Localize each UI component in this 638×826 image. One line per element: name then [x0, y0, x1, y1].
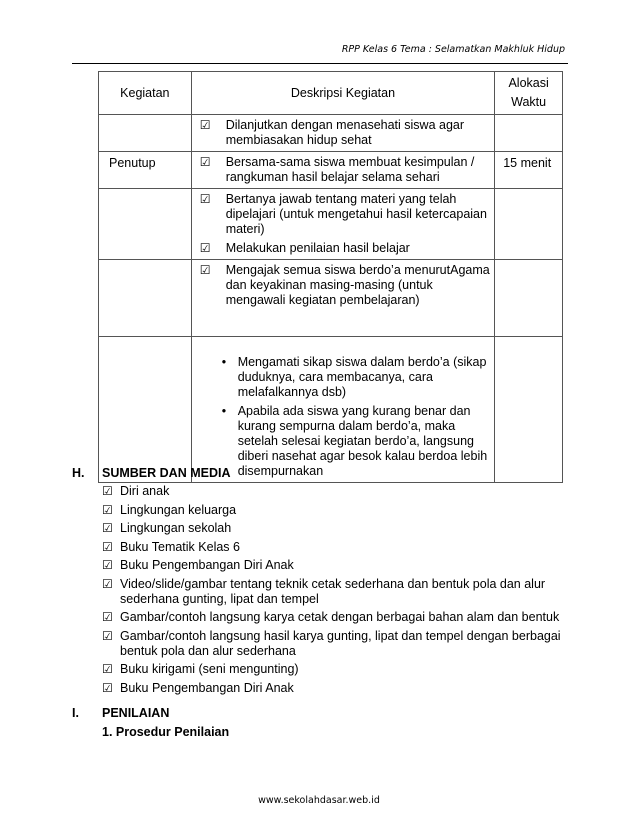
bullet-icon: • [221, 404, 227, 418]
section-i-heading [72, 706, 169, 720]
media-item [102, 558, 572, 573]
activity-item [192, 155, 491, 185]
activity-text: Bersama-sama siswa membuat kesimpulan / rangkuman hasil belajar selama sehari [225, 155, 475, 184]
table-row [99, 189, 563, 260]
media-item-text: Buku Pengembangan Diri Anak [120, 680, 294, 695]
checkbox-checked-icon: ☑ [102, 662, 113, 676]
alokasi-cell [495, 152, 563, 189]
deskripsi-cell [191, 152, 495, 189]
media-item [102, 577, 572, 607]
media-item-text: Video/slide/gambar tentang teknik cetak sederhana dan bentuk pola dan alur sederhana gunting, lipat dan tempel [120, 576, 546, 606]
table-row [99, 152, 563, 189]
section-h-title: SUMBER DAN MEDIA [102, 466, 231, 480]
kegiatan-label [99, 115, 191, 119]
alokasi-cell [495, 260, 563, 337]
activity-text: Mengajak semua siswa berdo’a menurutAgama dan keyakinan masing-masing (untuk mengawali kegiatan pembelajaran) [225, 263, 490, 307]
checkbox-checked-icon: ☑ [102, 502, 113, 517]
media-item [102, 521, 572, 536]
running-header: RPP Kelas 6 Tema : Selamatkan Makhluk Hidup [341, 44, 565, 55]
activity-item [192, 263, 491, 308]
media-item-text: Buku kirigami (seni mengunting) [120, 662, 299, 676]
activity-text: Mengamati sikap siswa dalam berdo’a (sikap duduknya, cara membacanya, cara melafalkannya dsb) [237, 355, 487, 399]
media-item [102, 484, 572, 499]
kegiatan-cell [99, 189, 192, 260]
alokasi-value [495, 189, 562, 193]
alokasi-value [495, 260, 562, 264]
activity-item [192, 404, 491, 479]
checkbox-checked-icon: ☑ [102, 558, 113, 572]
activity-item [192, 118, 491, 148]
kegiatan-cell [99, 260, 192, 337]
media-item-text: Diri anak [120, 484, 170, 498]
alokasi-cell [495, 115, 563, 152]
alokasi-cell [495, 337, 563, 483]
activity-text: Bertanya jawab tentang materi yang telah dipelajari (untuk mengetahui hasil ketercapaian materi) [225, 192, 487, 236]
media-item [102, 540, 572, 555]
kegiatan-label [99, 189, 191, 193]
checkbox-checked-icon: ☑ [199, 192, 211, 206]
media-item-text: Buku Tematik Kelas 6 [120, 539, 240, 554]
checkbox-checked-icon: ☑ [102, 628, 113, 643]
section-h-heading [72, 466, 230, 480]
media-item-text: Lingkungan keluarga [120, 502, 237, 517]
deskripsi-cell [191, 260, 495, 337]
checkbox-checked-icon: ☑ [102, 576, 113, 591]
subsection-prosedur: 1. Prosedur Penilaian [102, 725, 230, 739]
kegiatan-label [99, 337, 191, 341]
kegiatan-cell [99, 115, 192, 152]
checkbox-checked-icon: ☑ [102, 680, 113, 695]
deskripsi-cell [191, 189, 495, 260]
media-item-text: Buku Pengembangan Diri Anak [120, 558, 294, 572]
alokasi-cell [495, 189, 563, 260]
table-row [99, 337, 563, 483]
footer-url: www.sekolahdasar.web.id [258, 795, 380, 806]
checkbox-checked-icon: ☑ [199, 241, 211, 255]
checkbox-checked-icon: ☑ [199, 263, 211, 277]
kegiatan-label [99, 260, 191, 264]
media-item-text: Gambar/contoh langsung karya cetak dengan berbagai bahan alam dan bentuk [120, 610, 560, 624]
activity-text: Apabila ada siswa yang kurang benar dan kurang sempurna dalam berdo’a, maka setelah selesai kegiatan berdo’a, langsung diberi nasehat agar besok kalau berdoa lebih disempurnakan [237, 404, 488, 478]
media-list [102, 484, 572, 699]
alokasi-value [495, 337, 562, 341]
media-item [102, 610, 572, 625]
checkbox-checked-icon: ☑ [199, 118, 211, 132]
media-item [102, 681, 572, 696]
activity-text: Melakukan penilaian hasil belajar [225, 241, 410, 255]
table-header-row [99, 72, 563, 115]
media-item-text: Lingkungan sekolah [120, 521, 232, 535]
checkbox-checked-icon: ☑ [102, 521, 113, 535]
alokasi-value: 15 menit [503, 156, 552, 170]
media-item-text: Gambar/contoh langsung hasil karya gunting, lipat dan tempel dengan berbagai bentuk pola dan alur sederhana [120, 628, 561, 658]
checkbox-checked-icon: ☑ [199, 155, 211, 169]
kegiatan-cell [99, 337, 192, 483]
checkbox-checked-icon: ☑ [102, 610, 113, 624]
kegiatan-label: Penutup [109, 156, 156, 170]
media-item [102, 629, 572, 659]
header-alokasi: Alokasi Waktu [495, 72, 563, 115]
section-i-letter: I. [72, 706, 79, 720]
activity-item [192, 355, 491, 400]
kegiatan-cell [99, 152, 192, 189]
activity-text: Dilanjutkan dengan menasehati siswa agar membiasakan hidup sehat [225, 118, 465, 147]
media-item [102, 503, 572, 518]
section-h-letter: H. [72, 466, 85, 480]
activity-table [98, 71, 563, 483]
media-item [102, 662, 572, 677]
bullet-icon: • [221, 355, 227, 369]
deskripsi-cell [191, 337, 495, 483]
checkbox-checked-icon: ☑ [102, 539, 113, 554]
alokasi-value [495, 115, 562, 119]
header-deskripsi: Deskripsi Kegiatan [191, 72, 495, 115]
section-i-title: PENILAIAN [102, 706, 170, 720]
activity-item [192, 241, 491, 256]
header-rule [72, 63, 568, 64]
checkbox-checked-icon: ☑ [102, 484, 113, 498]
deskripsi-cell [191, 115, 495, 152]
header-kegiatan: Kegiatan [99, 72, 192, 115]
activity-item [192, 192, 491, 237]
table-row [99, 115, 563, 152]
table-row [99, 260, 563, 337]
